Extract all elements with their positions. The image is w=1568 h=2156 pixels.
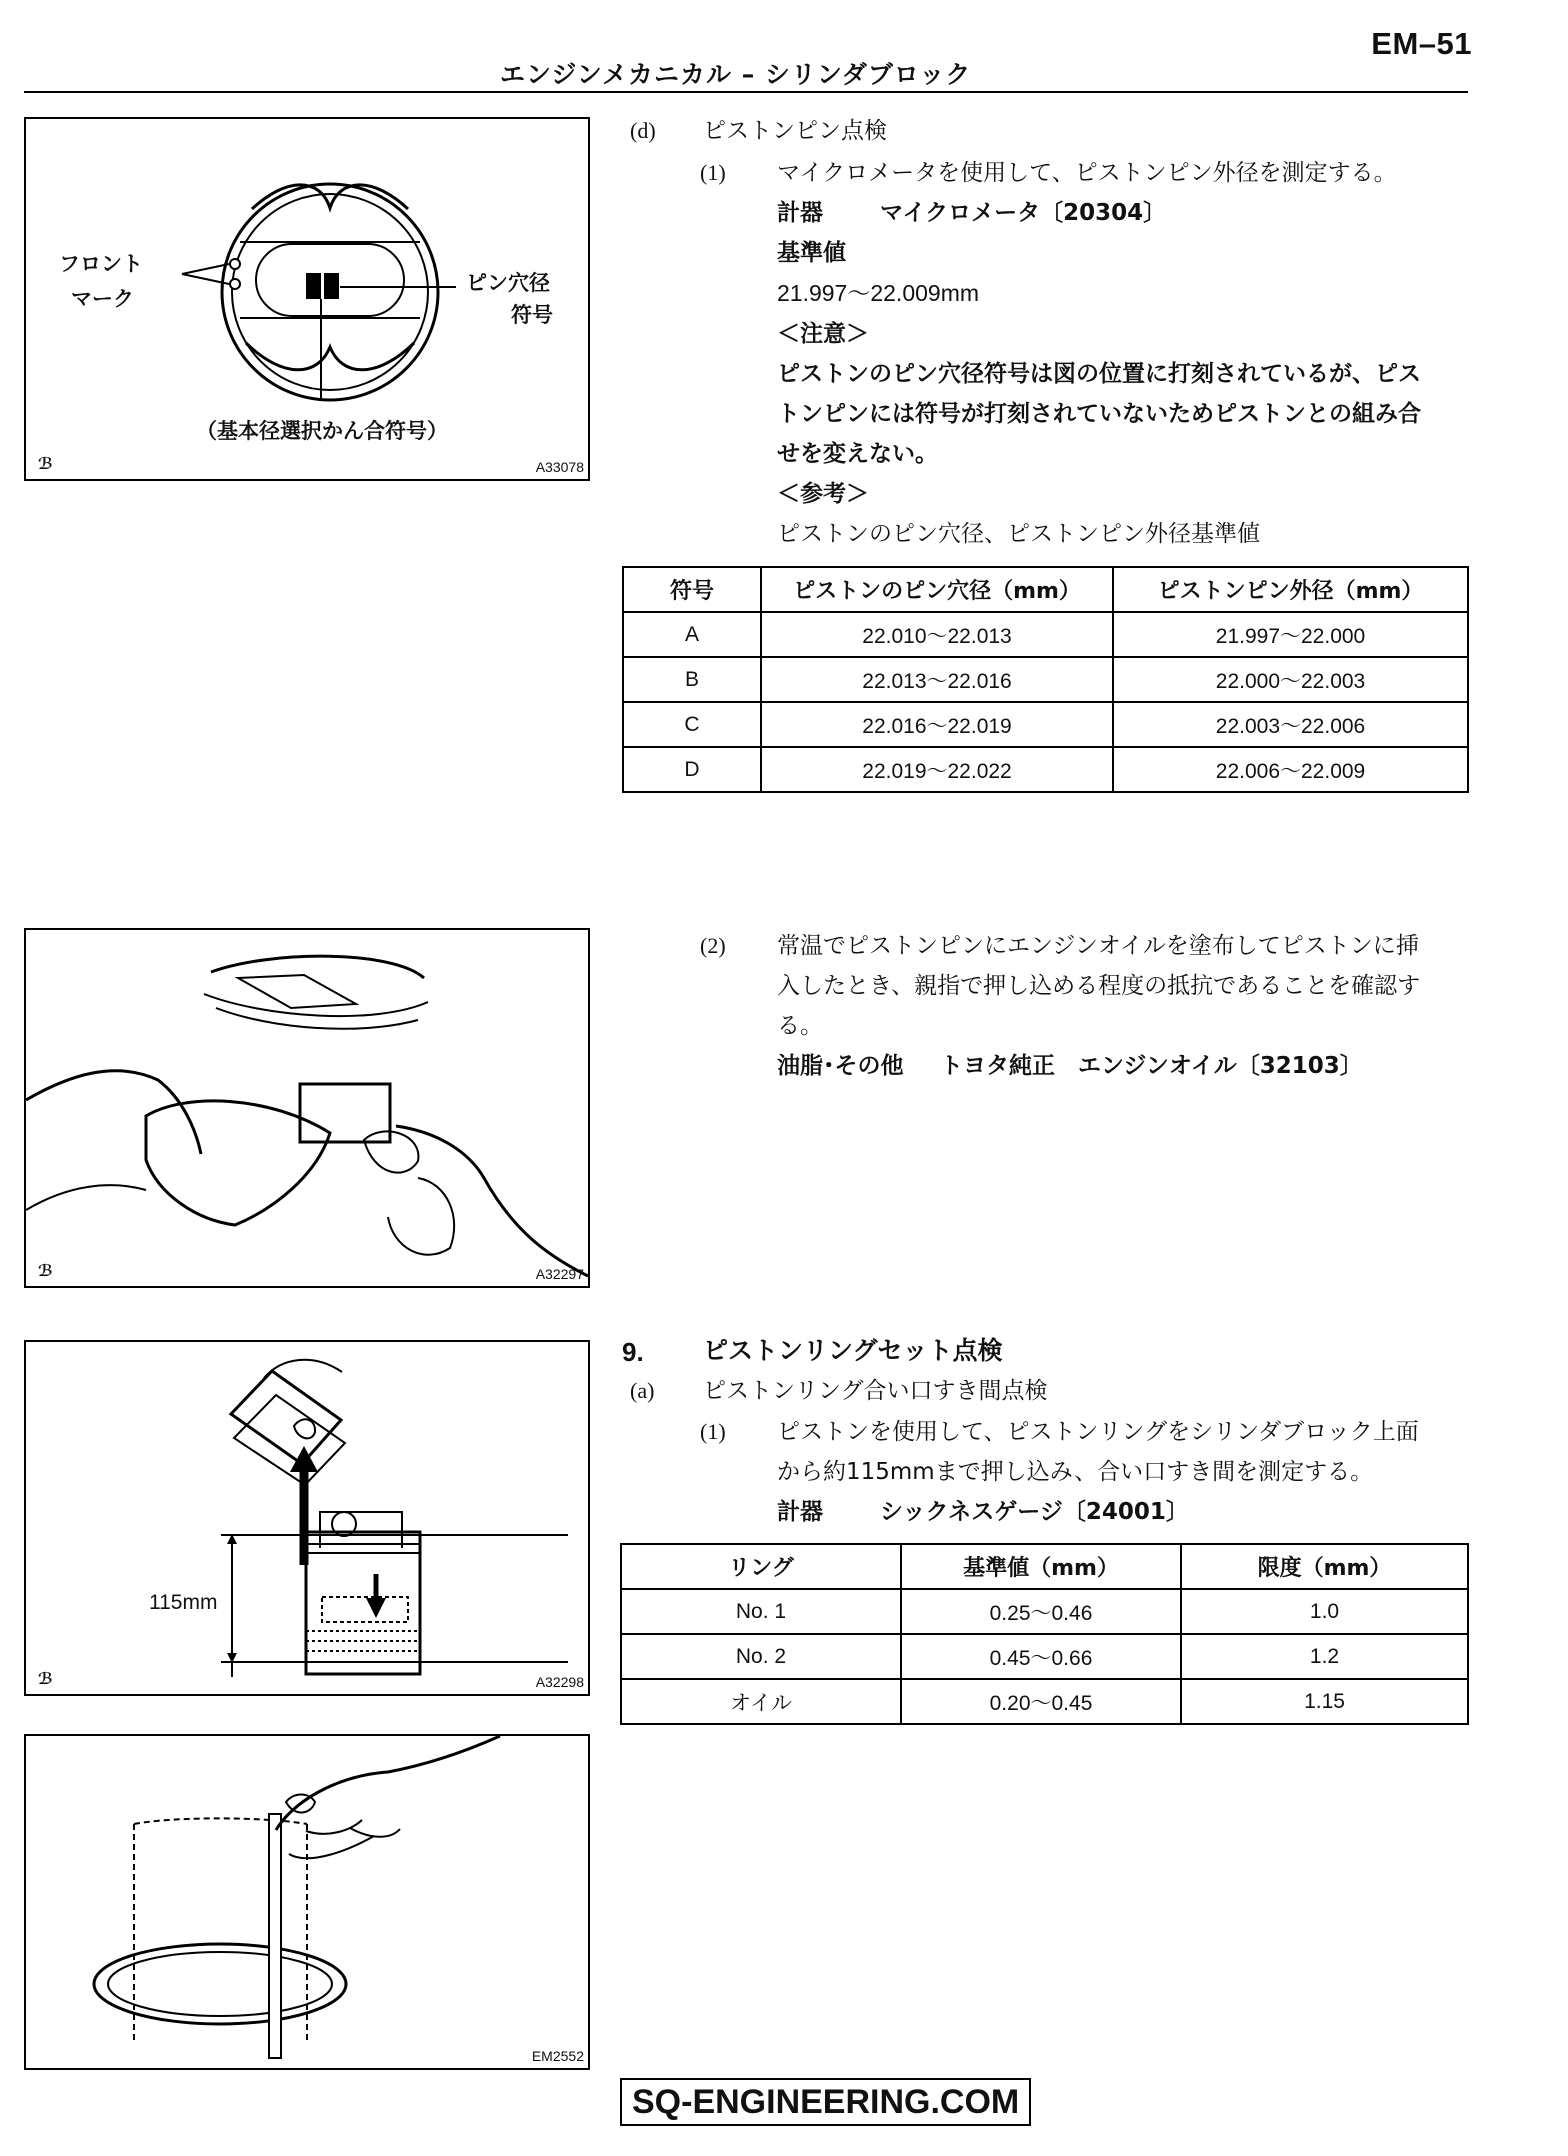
section-9-tool-label: 計器 <box>777 1499 823 1525</box>
section-9-step1-line-2: から約115mmまで押し込み、合い口すき間を測定する。 <box>777 1459 1374 1485</box>
symbol-label: 符号 <box>511 303 553 327</box>
section-9-a-label: (a) <box>630 1378 655 1403</box>
step2-label: (2) <box>700 933 726 958</box>
depth-label: 115mm <box>149 1591 218 1614</box>
table-cell: 0.25～0.46 <box>901 1589 1181 1634</box>
table-cell: 1.15 <box>1181 1679 1468 1724</box>
table-row <box>621 1679 1468 1724</box>
figure-id: EM2552 <box>531 2048 584 2064</box>
table-row <box>623 702 1468 747</box>
mark-label: マーク <box>71 287 134 311</box>
pin-diameter-table <box>622 566 1469 793</box>
piston-ring-gap-diagram <box>26 1342 588 1694</box>
header-rule <box>24 91 1468 93</box>
table-cell: 22.000～22.003 <box>1113 657 1468 702</box>
table-cell: 22.016～22.019 <box>761 702 1113 747</box>
section-title: エンジンメカニカル – シリンダブロック <box>500 60 972 89</box>
section-d-title: ピストンピン点検 <box>703 118 887 144</box>
section-d-label: (d) <box>630 118 656 143</box>
table-row <box>621 1634 1468 1679</box>
table-header-row <box>623 567 1468 612</box>
table-cell: 22.003～22.006 <box>1113 702 1468 747</box>
table-header-cell: ピストンのピン穴径（mm） <box>761 567 1113 612</box>
table-cell: 22.006～22.009 <box>1113 747 1468 792</box>
section-9-a-text: ピストンリング合い口すき間点検 <box>703 1378 1048 1404</box>
table-cell: No. 1 <box>621 1589 901 1634</box>
figure-mark: ℬ <box>38 454 53 473</box>
table-cell: オイル <box>621 1679 901 1724</box>
table-cell: 22.013～22.016 <box>761 657 1113 702</box>
footer-brand: SQ-ENGINEERING.COM <box>620 2078 1031 2126</box>
standard-label: 基準値 <box>777 240 846 266</box>
ring-gap-table <box>620 1543 1469 1725</box>
reference-text: ピストンのピン穴径、ピストンピン外径基準値 <box>777 521 1260 547</box>
ring-gap-measure-figure <box>24 1734 590 2070</box>
table-header-cell: 基準値（mm） <box>901 1544 1181 1589</box>
caution-line-2: トンピンには符号が打刻されていないためピストンとの組み合 <box>777 401 1421 427</box>
section-d-step1-label: (1) <box>700 160 726 185</box>
table-row <box>623 657 1468 702</box>
table-cell: A <box>623 612 761 657</box>
table-header-cell: リング <box>621 1544 901 1589</box>
section-9-title: ピストンリングセット点検 <box>703 1336 1003 1365</box>
caution-label: ＜注意＞ <box>777 321 869 347</box>
table-cell: 22.010～22.013 <box>761 612 1113 657</box>
figure-mark: ℬ <box>38 1669 53 1688</box>
table-cell: 0.20～0.45 <box>901 1679 1181 1724</box>
pin-hole-label: ピン穴径 <box>466 271 550 295</box>
caution-line-1: ピストンのピン穴径符号は図の位置に打刻されているが、ピス <box>777 361 1421 387</box>
figure-mark: ℬ <box>38 1261 53 1280</box>
standard-value: 21.997～22.009mm <box>777 280 980 306</box>
table-header-row <box>621 1544 1468 1589</box>
table-cell: No. 2 <box>621 1634 901 1679</box>
tool-name: マイクロメータ〔20304〕 <box>880 200 1167 226</box>
tool-label: 計器 <box>777 200 823 226</box>
step2-line-2: 入したとき、親指で押し込める程度の抵抗であることを確認す <box>777 973 1421 999</box>
table-cell: 1.2 <box>1181 1634 1468 1679</box>
table-row <box>623 747 1468 792</box>
table-cell: 1.0 <box>1181 1589 1468 1634</box>
front-label: フロント <box>59 252 143 276</box>
table-row <box>623 612 1468 657</box>
step2-line-1: 常温でピストンピンにエンジンオイルを塗布してピストンに挿 <box>777 933 1419 959</box>
table-cell: D <box>623 747 761 792</box>
piston-ring-gap-figure <box>24 1340 590 1696</box>
section-9-step1-label: (1) <box>700 1419 726 1444</box>
section-9-tool-name: シックネスゲージ〔24001〕 <box>880 1499 1189 1525</box>
piston-pin-insert-diagram <box>26 930 588 1286</box>
oil-value: トヨタ純正 エンジンオイル〔32103〕 <box>940 1053 1363 1079</box>
section-9-step1-line-1: ピストンを使用して、ピストンリングをシリンダブロック上面 <box>777 1419 1419 1445</box>
table-header-cell: 限度（mm） <box>1181 1544 1468 1589</box>
reference-label: ＜参考＞ <box>777 481 869 507</box>
table-cell: 22.019～22.022 <box>761 747 1113 792</box>
caution-line-3: せを変えない。 <box>777 441 938 467</box>
figure-id: A32298 <box>535 1674 584 1690</box>
section-9-number: 9. <box>622 1337 644 1367</box>
section-d-step1-text: マイクロメータを使用して、ピストンピン外径を測定する。 <box>777 160 1397 186</box>
table-cell: 0.45～0.66 <box>901 1634 1181 1679</box>
ring-gap-measure-diagram <box>26 1736 588 2068</box>
step2-line-3: る。 <box>777 1013 823 1039</box>
table-cell: 21.997～22.000 <box>1113 612 1468 657</box>
piston-pin-insert-figure <box>24 928 590 1288</box>
figure-id: A32297 <box>535 1266 584 1282</box>
table-row <box>621 1589 1468 1634</box>
table-cell: C <box>623 702 761 747</box>
table-cell: B <box>623 657 761 702</box>
caption-label: （基本径選択かん合符号） <box>196 419 448 443</box>
table-header-cell: ピストンピン外径（mm） <box>1113 567 1468 612</box>
oil-label: 油脂･その他 <box>777 1053 904 1079</box>
piston-top-figure <box>24 117 590 481</box>
table-header-cell: 符号 <box>623 567 761 612</box>
figure-id: A33078 <box>535 459 584 475</box>
page-code: EM–51 <box>1371 26 1472 61</box>
